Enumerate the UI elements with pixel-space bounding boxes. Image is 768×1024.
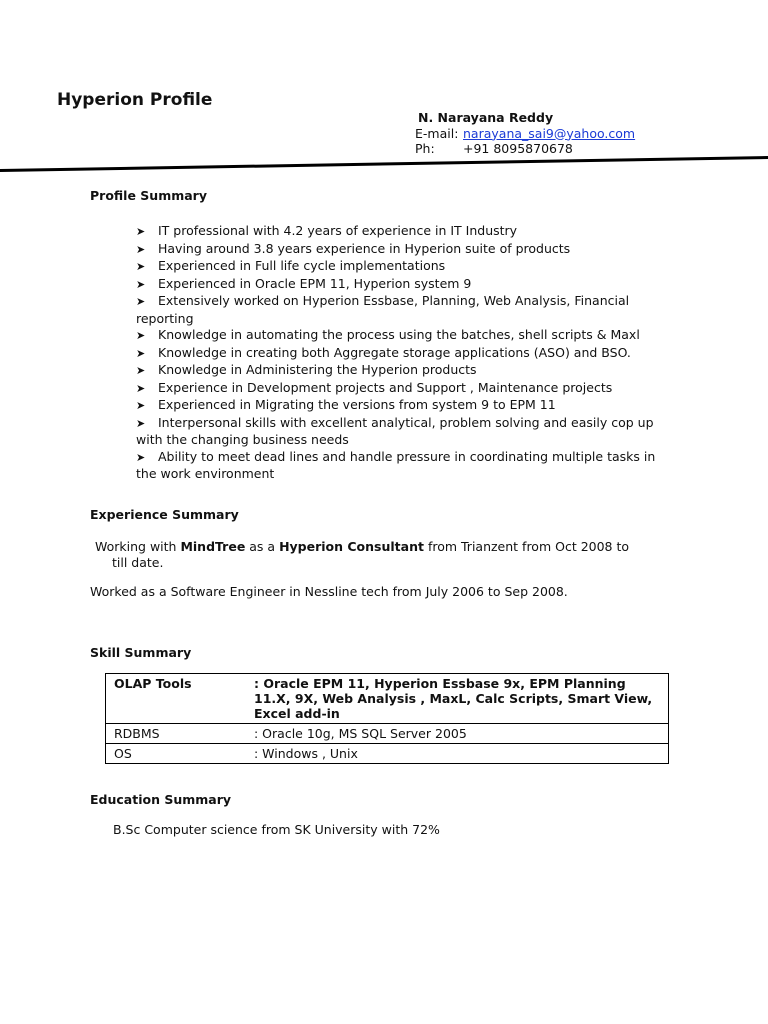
- skill-value: : Oracle EPM 11, Hyperion Essbase 9x, EPM Planning 11.X, 9X, Web Analysis , MaxL, Calc Scripts, Smart View, Excel add-in: [248, 674, 669, 724]
- arrow-bullet-icon: ➤: [136, 346, 146, 360]
- arrow-bullet-icon: ➤: [136, 277, 146, 291]
- candidate-name: N. Narayana Reddy: [418, 110, 554, 125]
- experience-entry-2: Worked as a Software Engineer in Nessline tech from July 2006 to Sep 2008.: [90, 584, 568, 599]
- email-link[interactable]: narayana_sai9@yahoo.com: [463, 125, 636, 141]
- arrow-bullet-icon: ➤: [136, 399, 146, 412]
- table-row: [106, 724, 669, 744]
- skills-table: [105, 673, 669, 764]
- arrow-bullet-icon: ➤: [136, 329, 146, 342]
- phone-value: +91 8095870678: [463, 141, 573, 156]
- list-item: ➤ Having around 3.8 years experience in Hyperion suite of products: [136, 241, 656, 259]
- header-divider: [0, 154, 768, 172]
- education-entry: B.Sc Computer science from SK University with 72%: [113, 822, 440, 837]
- company-name: MindTree: [180, 539, 246, 554]
- role-title: Hyperion Consultant: [279, 539, 424, 554]
- profile-heading: Profile Summary: [90, 188, 207, 203]
- table-row: [106, 744, 669, 764]
- skill-key: OS: [106, 744, 249, 764]
- list-item: ➤ Extensively worked on Hyperion Essbase, Planning, Web Analysis, Financial reporting: [136, 293, 630, 326]
- email-row: [415, 126, 635, 142]
- experience-heading: Experience Summary: [90, 507, 239, 522]
- list-item: ➤ Knowledge in Administering the Hyperion products: [136, 362, 656, 380]
- experience-entry-1: Working with MindTree as a Hyperion Consultant from Trianzent from Oct 2008 to till date.: [95, 539, 630, 570]
- list-item: ➤ Interpersonal skills with excellent analytical, problem solving and easily cop up with the changing business needs: [136, 414, 654, 447]
- arrow-bullet-icon: ➤: [136, 260, 146, 273]
- list-item: ➤ Experienced in Migrating the versions from system 9 to EPM 11: [136, 397, 656, 415]
- list-item: ➤ Knowledge in creating both Aggregate storage applications (ASO) and BSO.: [136, 345, 656, 363]
- arrow-bullet-icon: ➤: [136, 295, 146, 308]
- email-label: E-mail:: [415, 125, 459, 141]
- skill-value: : Windows , Unix: [248, 744, 669, 764]
- list-item: ➤ Knowledge in automating the process using the batches, shell scripts & Maxl: [136, 327, 656, 345]
- list-item: ➤ Ability to meet dead lines and handle pressure in coordinating multiple tasks in the work environment: [136, 448, 656, 481]
- skill-value: : Oracle 10g, MS SQL Server 2005: [248, 724, 669, 744]
- list-item: ➤ IT professional with 4.2 years of experience in IT Industry: [136, 223, 656, 241]
- list-item: ➤ Experience in Development projects and Support , Maintenance projects: [136, 380, 656, 398]
- phone-label: Ph:: [415, 141, 435, 156]
- profile-list: [136, 223, 656, 483]
- skills-heading: Skill Summary: [90, 645, 192, 660]
- list-item: ➤ Experienced in Full life cycle implementations: [136, 258, 656, 276]
- skill-key: RDBMS: [106, 724, 249, 744]
- arrow-bullet-icon: ➤: [136, 381, 146, 395]
- list-item: ➤ Experienced in Oracle EPM 11, Hyperion system 9: [136, 276, 656, 294]
- arrow-bullet-icon: ➤: [136, 225, 146, 238]
- arrow-bullet-icon: ➤: [136, 450, 146, 464]
- arrow-bullet-icon: ➤: [136, 364, 146, 377]
- arrow-bullet-icon: ➤: [136, 242, 146, 256]
- table-row: [106, 674, 669, 724]
- arrow-bullet-icon: ➤: [136, 416, 146, 430]
- page-title: Hyperion Profile: [57, 90, 213, 110]
- education-heading: Education Summary: [90, 792, 232, 807]
- skill-key: OLAP Tools: [106, 674, 249, 724]
- contact-block: [415, 110, 635, 157]
